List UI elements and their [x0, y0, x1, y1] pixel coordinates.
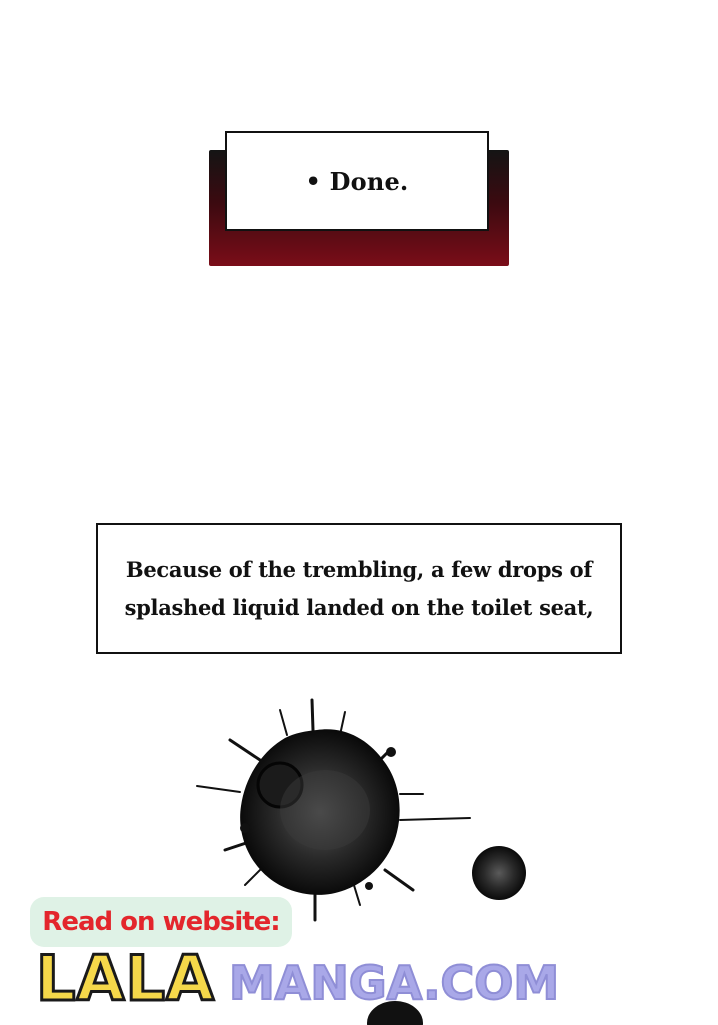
- narration-line-2: splashed liquid landed on the toilet seat,: [124, 594, 594, 620]
- watermark-cta: [30, 897, 292, 947]
- watermark-logo: [36, 942, 560, 1015]
- watermark-cta-text: Read on website:: [42, 907, 280, 937]
- watermark-brand-site: MANGA.COM: [228, 956, 560, 1010]
- narration-box: [96, 523, 622, 654]
- ink-splatter-illustration: [185, 690, 545, 930]
- caption-box-done: [225, 131, 489, 231]
- watermark-brand-main: LALA: [36, 942, 215, 1015]
- narration-line-1: Because of the trembling, a few drops of: [125, 556, 593, 582]
- caption-text: • Done.: [305, 166, 409, 196]
